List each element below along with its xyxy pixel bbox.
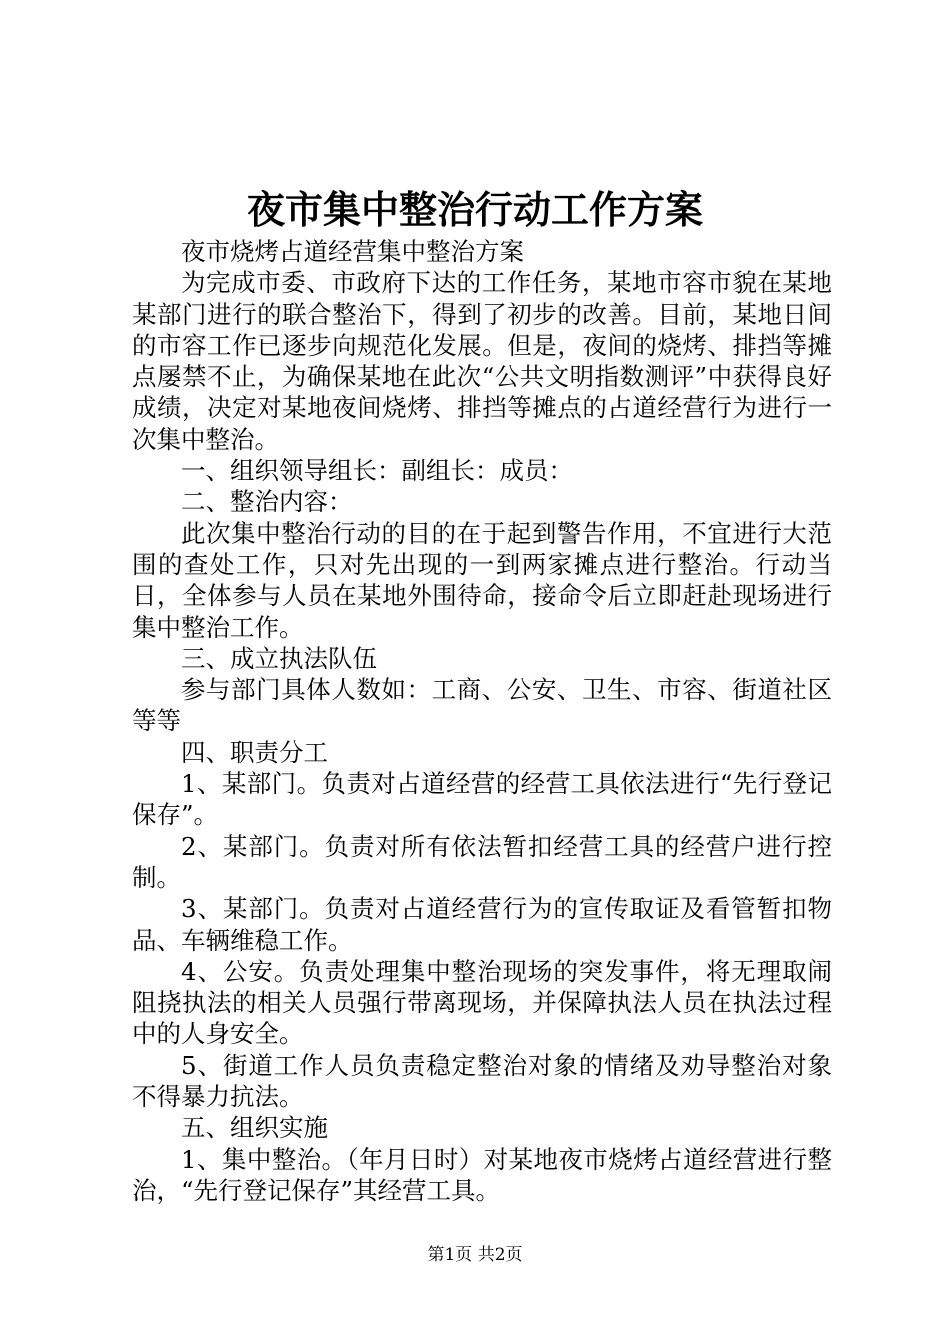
paragraph: 二、整治内容： xyxy=(181,487,353,517)
paragraph: 1、集中整治。（年月日时）对某地夜市烧烤占道经营进行整治，“先行登记保存”其经营工具。 xyxy=(132,1144,832,1205)
paragraph: 为完成市委、市政府下达的工作任务，某地市容市貌在某地某部门进行的联合整治下，得到了初步的改善。目前，某地日间的市容工作已逐步向规范化发展。但是，夜间的烧烤、排挡等摊点屡禁不止，为确保某地在此次“公共文明指数测评”中获得良好成绩，决定对某地夜间烧烤、排挡等摊点的占道经营行为进行一次集中整治。 xyxy=(132,268,832,454)
paragraph: 3、某部门。负责对占道经营行为的宣传取证及看管暂扣物品、车辆维稳工作。 xyxy=(132,894,832,955)
paragraph: 三、成立执法队伍 xyxy=(181,643,377,673)
paragraph: 4、公安。负责处理集中整治现场的突发事件，将无理取闹阻挠执法的相关人员强行带离现场，并保障执法人员在执法过程中的人身安全。 xyxy=(132,956,832,1049)
paragraph: 参与部门具体人数如：工商、公安、卫生、市容、街道社区等等 xyxy=(132,675,832,736)
page-footer: 第1页 共2页 xyxy=(427,1245,523,1265)
paragraph: 2、某部门。负责对所有依法暂扣经营工具的经营户进行控制。 xyxy=(132,831,832,892)
paragraph: 1、某部门。负责对占道经营的经营工具依法进行“先行登记保存”。 xyxy=(132,769,832,830)
paragraph: 一、组织领导组长：副组长：成员： xyxy=(181,456,573,486)
paragraph: 五、组织实施 xyxy=(181,1113,328,1143)
paragraph: 5、街道工作人员负责稳定整治对象的情绪及劝导整治对象不得暴力抗法。 xyxy=(132,1050,832,1112)
document-body xyxy=(132,236,832,1206)
paragraph: 此次集中整治行动的目的在于起到警告作用，不宜进行大范围的查处工作，只对先出现的一到两家摊点进行整治。行动当日，全体参与人员在某地外围待命，接命令后立即赶赴现场进行集中整治工作。 xyxy=(132,518,832,642)
paragraph: 四、职责分工 xyxy=(181,737,328,767)
document-title: 夜市集中整治行动工作方案 xyxy=(246,187,703,232)
paragraph: 夜市烧烤占道经营集中整治方案 xyxy=(181,237,524,266)
